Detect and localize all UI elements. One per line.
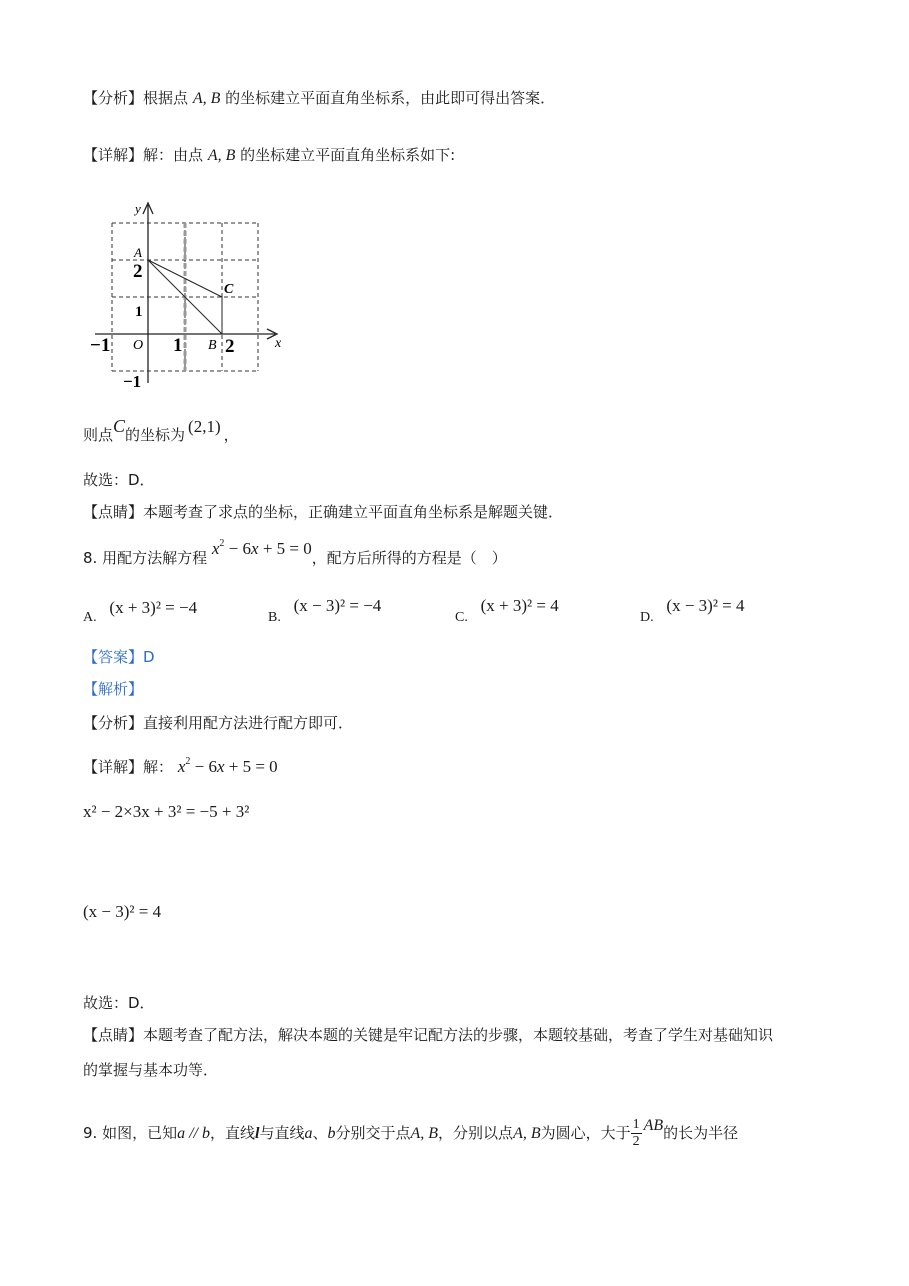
- analysis-text-pre: 根据点: [143, 89, 189, 107]
- q9-mid3: 分别交于点: [335, 1124, 411, 1142]
- detail-line-2: [83, 757, 278, 777]
- result-coord: (2,1): [188, 417, 221, 436]
- option-c-expr: (x + 3)² = 4: [480, 596, 559, 615]
- comment-2-tag: 【点睛】: [83, 1026, 144, 1044]
- q9-parallel: a // b: [177, 1125, 210, 1142]
- q9-points-1: A, B: [410, 1125, 439, 1142]
- answer-line: [83, 647, 155, 667]
- result-point-c: C: [113, 416, 126, 436]
- answer-tag: 【答案】: [83, 648, 144, 666]
- q9-fraction-den: 2: [632, 1134, 640, 1149]
- option-a-expr: (x + 3)² = −4: [109, 598, 198, 617]
- result-mid: 的坐标为: [125, 426, 186, 444]
- option-b-expr: (x − 3)² = −4: [293, 596, 382, 615]
- x-axis-label: x: [275, 336, 282, 351]
- comment-line-2a: [83, 1025, 773, 1045]
- detail-text-post: 的坐标建立平面直角坐标系如下:: [240, 146, 456, 164]
- question-8-stem-post: ，配方后所得的方程是（ ）: [311, 549, 507, 567]
- option-d-letter: D.: [640, 610, 654, 625]
- option-d-expr: (x − 3)² = 4: [666, 596, 745, 615]
- q9-segment-ab: AB: [643, 1117, 664, 1134]
- tick-y-1: 1: [135, 304, 143, 320]
- q9-pre: 9. 如图，已知: [83, 1124, 178, 1142]
- detail-tag: 【详解】: [83, 146, 144, 164]
- q9-line-l: l: [255, 1125, 260, 1142]
- detail-2-equation: $x^2 - 6x + 5 = 0$: [177, 756, 278, 776]
- choose-line-2: 故选：D．: [83, 994, 155, 1012]
- comment-line-1: [83, 502, 563, 522]
- q9-sep: 、: [312, 1124, 328, 1142]
- choose-line-1: 故选：D．: [83, 471, 155, 489]
- q9-line-b: b: [327, 1125, 336, 1142]
- origin-label: O: [133, 338, 144, 353]
- point-b-label: B: [208, 338, 217, 353]
- step-3-equation: (x − 3)² = 4: [83, 902, 162, 921]
- option-b-letter: B.: [268, 610, 281, 625]
- analysis-tag: 【分析】: [83, 89, 144, 107]
- question-8-equation: $x^2 - 6x + 5 = 0$: [211, 538, 312, 558]
- q9-line-a: a: [304, 1125, 313, 1142]
- tick-y-minus-1: −1: [123, 372, 142, 391]
- analysis-line-2: [83, 713, 353, 733]
- q9-fraction: [631, 1117, 642, 1150]
- detail-2-pre: 解：: [143, 758, 174, 776]
- option-a-letter: A.: [83, 610, 97, 625]
- point-a-label: A: [134, 245, 142, 260]
- coordinate-figure: [85, 195, 295, 395]
- option-a[interactable]: [83, 598, 198, 625]
- detail-2-tag: 【详解】: [83, 758, 144, 776]
- question-8-stem-pre: 8. 用配方法解方程: [83, 549, 208, 567]
- comment-text: 本题考查了求点的坐标，正确建立平面直角坐标系是解题关键．: [143, 503, 564, 521]
- q9-points-2: A, B: [513, 1125, 541, 1142]
- option-d[interactable]: [640, 596, 745, 625]
- y-axis-label: y: [135, 201, 141, 216]
- tick-x-minus-1: −1: [90, 335, 111, 356]
- q9-post: 的长为半径: [663, 1124, 739, 1142]
- detail-text-pre: 解：由点: [143, 146, 204, 164]
- answer-value: D: [143, 648, 155, 666]
- option-b[interactable]: [268, 596, 382, 625]
- analysis-points: A, B: [192, 90, 221, 107]
- question-8: [83, 538, 507, 568]
- point-c-label: C: [224, 282, 234, 297]
- q9-mid1: ，直线: [209, 1124, 255, 1142]
- q9-fraction-num: 1: [632, 1117, 640, 1132]
- tick-x-2: 2: [225, 336, 235, 357]
- option-c-letter: C.: [455, 610, 468, 625]
- option-c[interactable]: [455, 596, 559, 625]
- analysis-text-post: 的坐标建立平面直角坐标系，由此即可得出答案．: [225, 89, 556, 107]
- tick-y-2: 2: [133, 261, 143, 282]
- comment-line-2b: 的掌握与基本功等．: [83, 1061, 219, 1079]
- detail-points: A, B: [207, 147, 236, 164]
- comment-2-text-1: 本题考查了配方法，解决本题的关键是牢记配方法的步骤，本题较基础，考查了学生对基础知识: [143, 1026, 774, 1044]
- result-post: ，: [223, 426, 239, 444]
- q9-mid4: ，分别以点: [438, 1124, 514, 1142]
- step-2-equation: x² − 2×3x + 3² = −5 + 3²: [83, 802, 250, 821]
- result-pre: 则点: [83, 426, 114, 444]
- question-9: [83, 1117, 738, 1150]
- analysis-heading: 【解析】: [83, 680, 144, 698]
- analysis-2-tag: 【分析】: [83, 714, 144, 732]
- q9-mid2: 与直线: [259, 1124, 305, 1142]
- analysis-line-1: [83, 88, 555, 109]
- comment-tag: 【点睛】: [83, 503, 144, 521]
- tick-x-1: 1: [173, 335, 183, 356]
- detail-line-1: [83, 145, 455, 166]
- q9-mid5: 为圆心，大于: [540, 1124, 631, 1142]
- analysis-2-text: 直接利用配方法进行配方即可．: [143, 714, 354, 732]
- result-line-1: [83, 416, 239, 445]
